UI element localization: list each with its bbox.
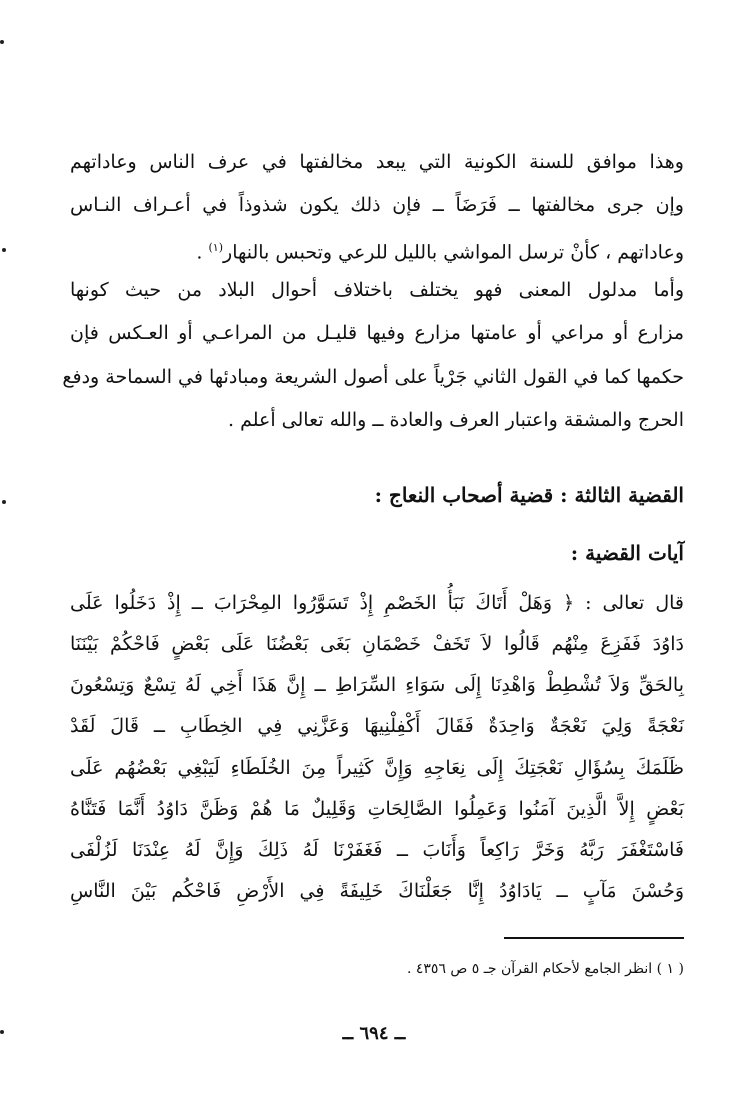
paragraph-1-end: . bbox=[196, 241, 209, 264]
verse-line-3: بِالحَقِّ وَلاَ تُشْطِطْ وَاهْدِنَا إِلَى سَوَاءِ السِّرَاطِ ــ إِنَّ هَذَا أَخِي لَهُ تِسْعٌ وَتِسْعُونَ bbox=[70, 674, 684, 696]
scan-speck bbox=[2, 248, 6, 252]
paragraph-2-line-2: مزارع أو مراعي أو عامتها مزارع وفيها قليـل من المراعـي أو العـكس فإن bbox=[70, 322, 684, 344]
verse-line-8: وَحُسْنَ مَآبٍ ــ يَادَاوُدُ إِنَّا جَعَلْنَاكَ خَلِيفَةً فِي الأَرْضِ فَاحْكُم بَيْنَ النَّاسِ bbox=[70, 880, 684, 902]
paragraph-1-line-3-text: وعاداتهم ، كأنْ ترسل المواشي بالليل للرعي وتحبس بالنهار bbox=[223, 241, 684, 264]
verse-line-4: نَعْجَةً وَلِيَ نَعْجَةٌ وَاحِدَةٌ فَقَالَ أَكْفِلْنِيهَا وَعَزَّنِي فِي الخِطَابِ ــ قَالَ لَقَدْ bbox=[70, 715, 684, 737]
paragraph-1-line-2: وإن جرى مخالفتها ــ فَرَضَاً ــ فإن ذلك يكون شذوذاً في أعـراف النـاس bbox=[70, 194, 684, 216]
footnote-marker: (١) bbox=[208, 241, 224, 254]
footnote-text: ( ١ ) انظر الجامع لأحكام القرآن جـ ٥ ص ٤٣٥٦ . bbox=[406, 961, 684, 977]
verse-line-6: بَعْضٍ إِلاَّ الَّذِينَ آمَنُوا وَعَمِلُوا الصَّالِحَاتِ وَقَلِيلٌ مَا هُمْ وَظَنَّ دَاوُدُ أَنَّمَا فَتَنَّاهُ bbox=[70, 798, 684, 820]
verse-line-5: ظَلَمَكَ بِسُؤَالِ نَعْجَتِكَ إِلَى نِعَاجِهِ وَإِنَّ كَثِيراً مِنَ الخُلَطَاءِ لَيَبْغِي بَعْضُهُم عَلَى bbox=[70, 757, 684, 779]
paragraph-1-line-1: وهذا موافق للسنة الكونية التي يبعد مخالفتها في عرف الناس وعاداتهم bbox=[70, 151, 684, 173]
scan-speck bbox=[2, 500, 6, 504]
footnote-divider bbox=[504, 937, 684, 939]
verse-line-2: دَاوُدَ فَفَزِعَ مِنْهُم قَالُوا لاَ تَخَفْ خَصْمَانِ بَغَى بَعْضُنَا عَلَى بَعْضٍ فَاحْكُمْ بَيْنَنَا bbox=[70, 633, 684, 655]
scan-speck bbox=[0, 1030, 4, 1034]
verse-line-7: فَاسْتَغْفَرَ رَبَّهُ وَخَرَّ رَاكِعاً وَأَنَابَ ــ فَغَفَرْنَا لَهُ ذَلِكَ وَإِنَّ لَهُ عِنْدَنَا لَزُلْفَى bbox=[70, 839, 684, 861]
paragraph-1-line-3 bbox=[70, 228, 684, 272]
subsection-heading: آيات القضية : bbox=[570, 541, 684, 565]
page-number: ــ ٦٩٤ ــ bbox=[342, 1023, 406, 1044]
scan-speck bbox=[0, 40, 4, 44]
verse-line-1: قال تعالى : ﴿ وَهَلْ أَتَاكَ نَبَأُ الخَصْمِ إِذْ تَسَوَّرُوا المِحْرَابَ ــ إِذْ دَخَلُوا عَلَى bbox=[70, 592, 684, 614]
paragraph-2-line-4: الحرج والمشقة واعتبار العرف والعادة ــ والله تعالى أعلم . bbox=[228, 409, 684, 431]
section-heading: القضية الثالثة : قضية أصحاب النعاج : bbox=[374, 483, 684, 507]
paragraph-2-line-3: حكمها كما في القول الثاني جَرْياً على أصول الشريعة ومبادئها في السماحة ودفع bbox=[62, 366, 684, 388]
paragraph-2-line-1: وأما مدلول المعنى فهو يختلف باختلاف أحوال البلاد من حيث كونها bbox=[70, 279, 684, 301]
